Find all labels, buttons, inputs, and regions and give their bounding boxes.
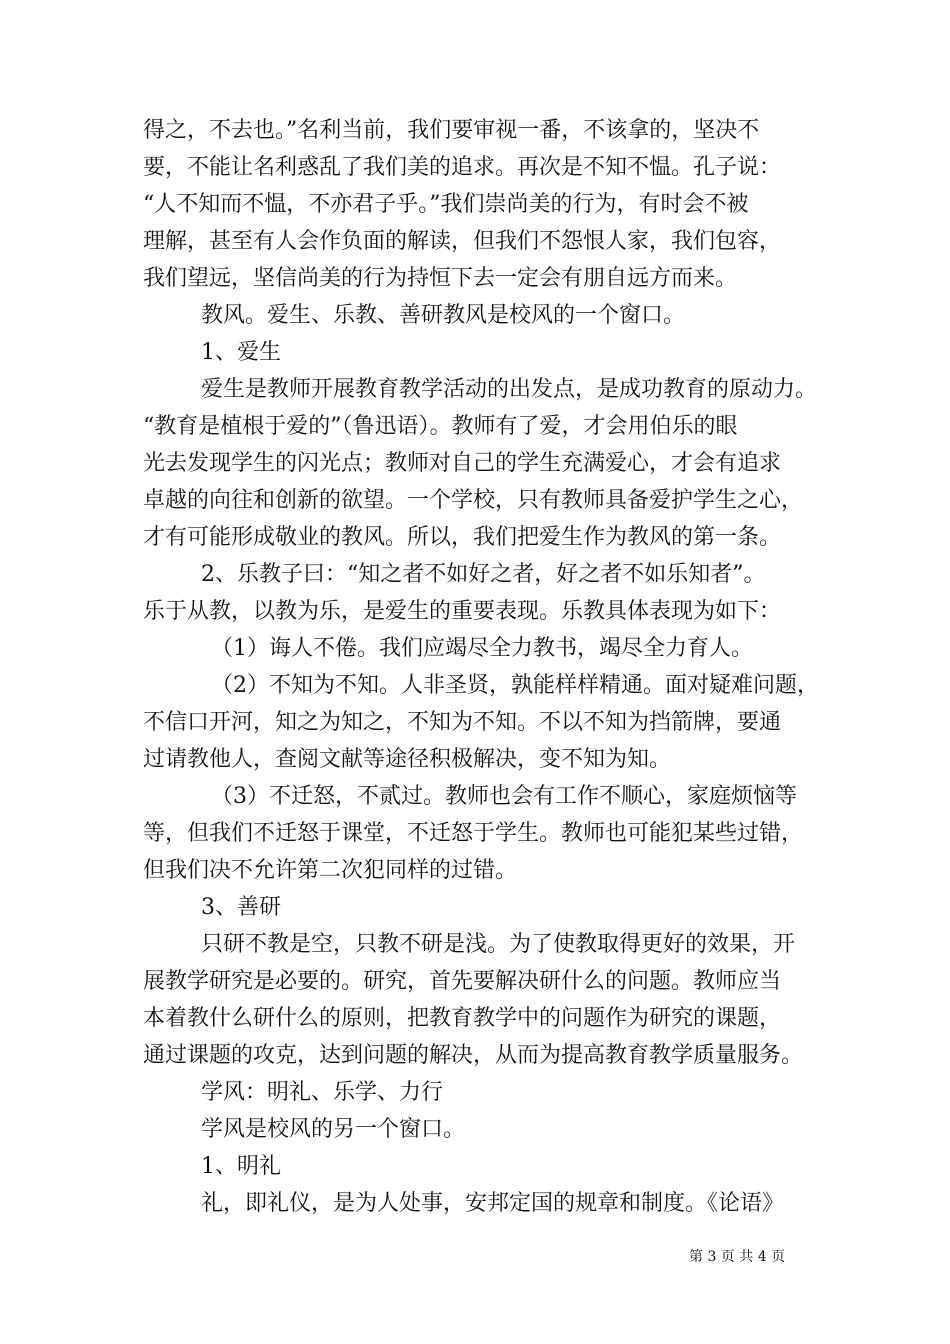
page-number: 第 3 页 共 4 页 bbox=[689, 1249, 786, 1265]
text-line: 才有可能形成敬业的教风。所以，我们把爱生作为教风的第一条。 bbox=[143, 525, 782, 550]
list-item: （1）诲人不倦。我们应竭尽全力教书，竭尽全力育人。 bbox=[211, 636, 753, 661]
text-line: 乐于从教，以教为乐，是爱生的重要表现。乐教具体表现为如下： bbox=[143, 599, 782, 624]
text-line: 要，不能让名利惑乱了我们美的追求。再次是不知不愠。孔子说： bbox=[143, 155, 782, 180]
text-line: 卓越的向往和创新的欲望。一个学校，只有教师具备爱护学生之心， bbox=[143, 488, 804, 513]
subsection-heading: 1、明礼 bbox=[201, 1154, 281, 1179]
text-line: 本着教什么研什么的原则，把教育教学中的问题作为研究的课题， bbox=[143, 1006, 782, 1031]
list-item: （3）不迁怒，不贰过。教师也会有工作不顺心，家庭烦恼等 bbox=[211, 784, 797, 809]
text-line: 展教学研究是必要的。研究，首先要解决研什么的问题。教师应当 bbox=[143, 969, 782, 994]
section-heading: 教风。爱生、乐教、善研教风是校风的一个窗口。 bbox=[201, 303, 686, 328]
text-line: 过请教他人，查阅文献等途径积极解决，变不知为知。 bbox=[143, 747, 672, 772]
subsection-heading: 3、善研 bbox=[201, 895, 281, 920]
text-line: 只研不教是空，只教不研是浅。为了使教取得更好的效果，开 bbox=[201, 932, 796, 957]
text-line: 但我们决不允许第二次犯同样的过错。 bbox=[143, 858, 518, 883]
subsection-heading: 2、乐教子曰：“知之者不如好之者，好之者不如乐知者”。 bbox=[201, 562, 766, 587]
text-line: 不信口开河，知之为知之，不知为不知。不以不知为挡箭牌，要通 bbox=[143, 710, 782, 735]
text-line: 我们望远，坚信尚美的行为持恒下去一定会有朋自远方而来。 bbox=[143, 266, 738, 291]
text-line: 等，但我们不迁怒于课堂，不迁怒于学生。教师也可能犯某些过错， bbox=[143, 821, 804, 846]
text-line: 光去发现学生的闪光点；教师对自己的学生充满爱心，才会有追求 bbox=[143, 451, 782, 476]
text-line: 理解，甚至有人会作负面的解读，但我们不怨恨人家，我们包容， bbox=[143, 229, 782, 254]
list-item: （2）不知为不知。人非圣贤，孰能样样精通。面对疑难问题， bbox=[211, 673, 819, 698]
text-line: “教育是植根于爱的”（鲁迅语）。教师有了爱，才会用伯乐的眼 bbox=[143, 414, 738, 439]
text-line: 爱生是教师开展教育教学活动的出发点，是成功教育的原动力。 bbox=[201, 377, 818, 402]
text-line: 通过课题的攻克，达到问题的解决，从而为提高教育教学质量服务。 bbox=[143, 1043, 804, 1068]
text-line: “人不知而不愠，不亦君子乎。”我们崇尚美的行为，有时会不被 bbox=[143, 192, 749, 217]
section-heading: 学风：明礼、乐学、力行 bbox=[201, 1080, 444, 1105]
subsection-heading: 1、爱生 bbox=[201, 340, 281, 365]
text-line: 礼，即礼仪，是为人处事，安邦定国的规章和制度。《论语》 bbox=[201, 1191, 785, 1216]
text-line: 得之，不去也。”名利当前，我们要审视一番，不该拿的，坚决不 bbox=[143, 118, 760, 143]
text-line: 学风是校风的另一个窗口。 bbox=[201, 1117, 466, 1142]
body-text bbox=[143, 112, 825, 1222]
